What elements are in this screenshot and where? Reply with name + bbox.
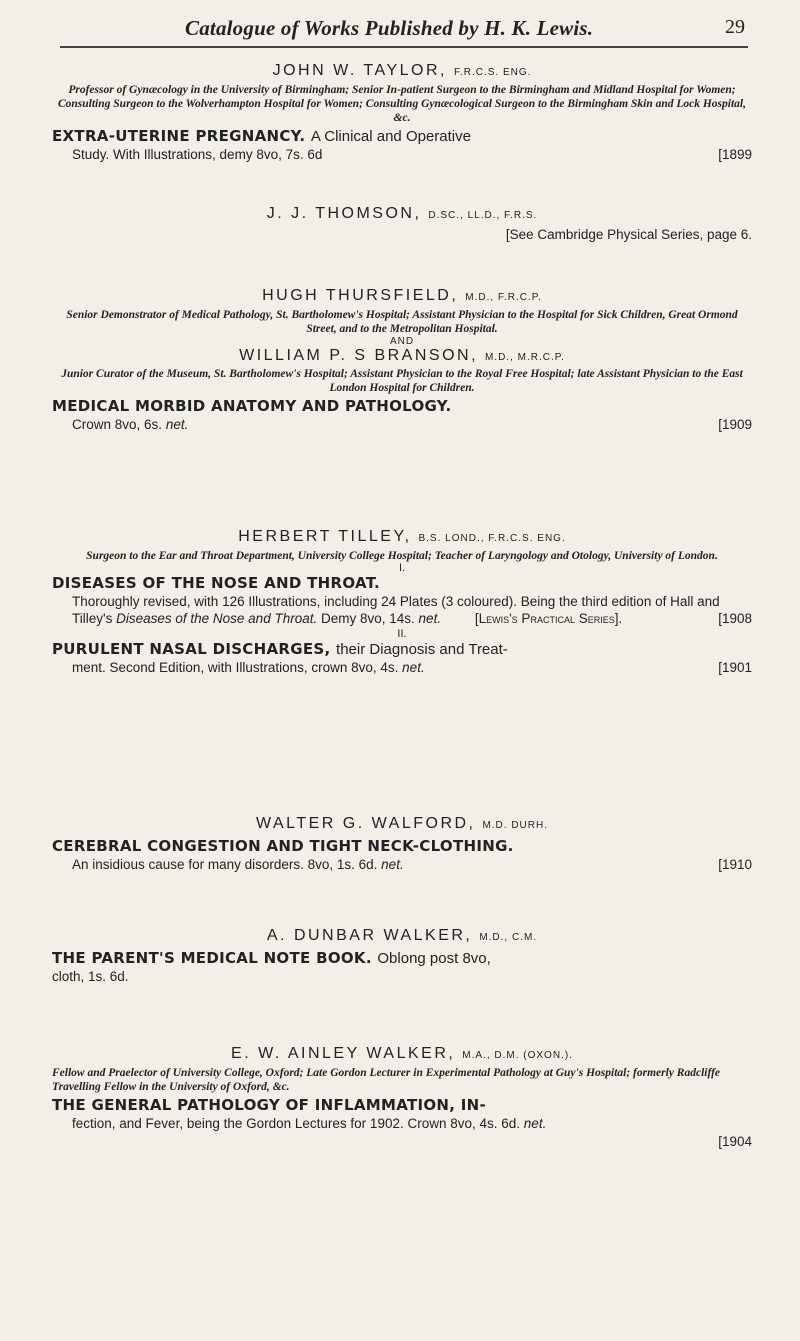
series-name: [Lewis's Practical Series]. <box>474 611 623 626</box>
book-description: cloth, 1s. 6d. <box>52 969 129 984</box>
author-name: HUGH THURSFIELD, M.D., F.R.C.P. <box>262 287 542 304</box>
book-description: Thoroughly revised, with 126 Illustrations, including 24 Plates (3 coloured). Being the third edition of Hall and Tilley's Diseases of the Nose and Throat. Demy 8vo, 14s. net. [Lewis's Practical Series]. [1908 <box>72 594 752 626</box>
author-name: E. W. AINLEY WALKER, M.A., D.M. (OXON.). <box>231 1045 573 1062</box>
publication-year: [1909 <box>718 417 752 432</box>
book-title: PURULENT NASAL DISCHARGES, their Diagnosis and Treat- <box>52 640 508 658</box>
book-description: Crown 8vo, 6s. net. [1909 <box>72 417 752 432</box>
book-description: An insidious cause for many disorders. 8vo, 1s. 6d. net. [1910 <box>72 857 752 872</box>
book-numeral: I. <box>398 562 406 574</box>
book-description: Study. With Illustrations, demy 8vo, 7s. 6d [1899 <box>72 147 752 162</box>
author-affiliation: Fellow and Praelector of University College, Oxford; Late Gordon Lecturer in Experimental Pathology at Guy's Hospital; formerly Radcliffe Travelling Fellow in the University of Oxford, &c. <box>52 1067 721 1093</box>
book-title: MEDICAL MORBID ANATOMY AND PATHOLOGY. <box>52 397 452 415</box>
book-description: ment. Second Edition, with Illustrations, crown 8vo, 4s. net. [1901 <box>72 660 752 675</box>
publication-year: [1910 <box>718 857 752 872</box>
header-rule <box>60 46 748 48</box>
entry-ainley-walker <box>52 1045 752 1150</box>
author-name: JOHN W. TAYLOR, F.R.C.S. ENG. <box>272 62 532 79</box>
entry-dunbar-walker <box>52 927 752 985</box>
book-title: THE GENERAL PATHOLOGY OF INFLAMMATION, IN- <box>52 1096 487 1114</box>
publication-year: [1901 <box>718 660 752 675</box>
entry-tilley <box>52 528 752 676</box>
second-author-name: WILLIAM P. S BRANSON, M.D., M.R.C.P. <box>239 347 565 364</box>
page-number: 29 <box>725 16 745 38</box>
entry-thursfield-branson <box>52 287 752 433</box>
cross-reference-note: [See Cambridge Physical Series, page 6. <box>505 227 752 242</box>
author-affiliation: Surgeon to the Ear and Throat Department, University College Hospital; Teacher of Laryngology and Otology, University of London. <box>86 550 718 562</box>
publication-year: [1899 <box>718 147 752 162</box>
entry-thomson <box>52 205 752 242</box>
author-name: J. J. THOMSON, D.SC., LL.D., F.R.S. <box>266 205 538 222</box>
page-header <box>185 14 745 44</box>
publication-year: [1904 <box>718 1134 752 1149</box>
author-affiliation: Professor of Gynæcology in the University of Birmingham; Senior In-patient Surgeon to the Birmingham and Midland Hospital for Women; Consulting Surgeon to the Wolverhampton Hospital for Women; Consulting Gynæcological Surgeon to the Birmingham Skin and Lock Hospital, &c. <box>57 84 746 124</box>
book-description: fection, and Fever, being the Gordon Lectures for 1902. Crown 8vo, 4s. 6d. net. [1904 <box>72 1116 752 1149</box>
author-affiliation: Senior Demonstrator of Medical Pathology, St. Bartholomew's Hospital; Assistant Physician to the Hospital for Sick Children, Great Ormond Street, and to the Metropolitan Hospital. <box>66 309 738 335</box>
publication-year: [1908 <box>718 611 752 626</box>
entry-walford <box>52 815 752 873</box>
book-title: DISEASES OF THE NOSE AND THROAT. <box>52 574 381 592</box>
author-name: A. DUNBAR WALKER, M.D., C.M. <box>266 927 538 944</box>
book-title: CEREBRAL CONGESTION AND TIGHT NECK-CLOTHING. <box>52 837 514 855</box>
author-name: WALTER G. WALFORD, M.D. DURH. <box>255 815 549 832</box>
book-title: THE PARENT'S MEDICAL NOTE BOOK. Oblong post 8vo, <box>52 949 491 967</box>
running-title: Catalogue of Works Published by H. K. Lewis. <box>185 16 594 40</box>
second-author-affiliation: Junior Curator of the Museum, St. Bartholomew's Hospital; Assistant Physician to the Royal Free Hospital; late Assistant Physician to the East London Hospital for Children. <box>61 368 743 394</box>
author-name: HERBERT TILLEY, B.S. LOND., F.R.C.S. ENG. <box>238 528 566 545</box>
book-numeral: II. <box>397 628 407 640</box>
entry-taylor <box>52 62 752 163</box>
and-separator: AND <box>389 336 415 347</box>
book-title: EXTRA-UTERINE PREGNANCY. A Clinical and Operative <box>52 127 471 145</box>
